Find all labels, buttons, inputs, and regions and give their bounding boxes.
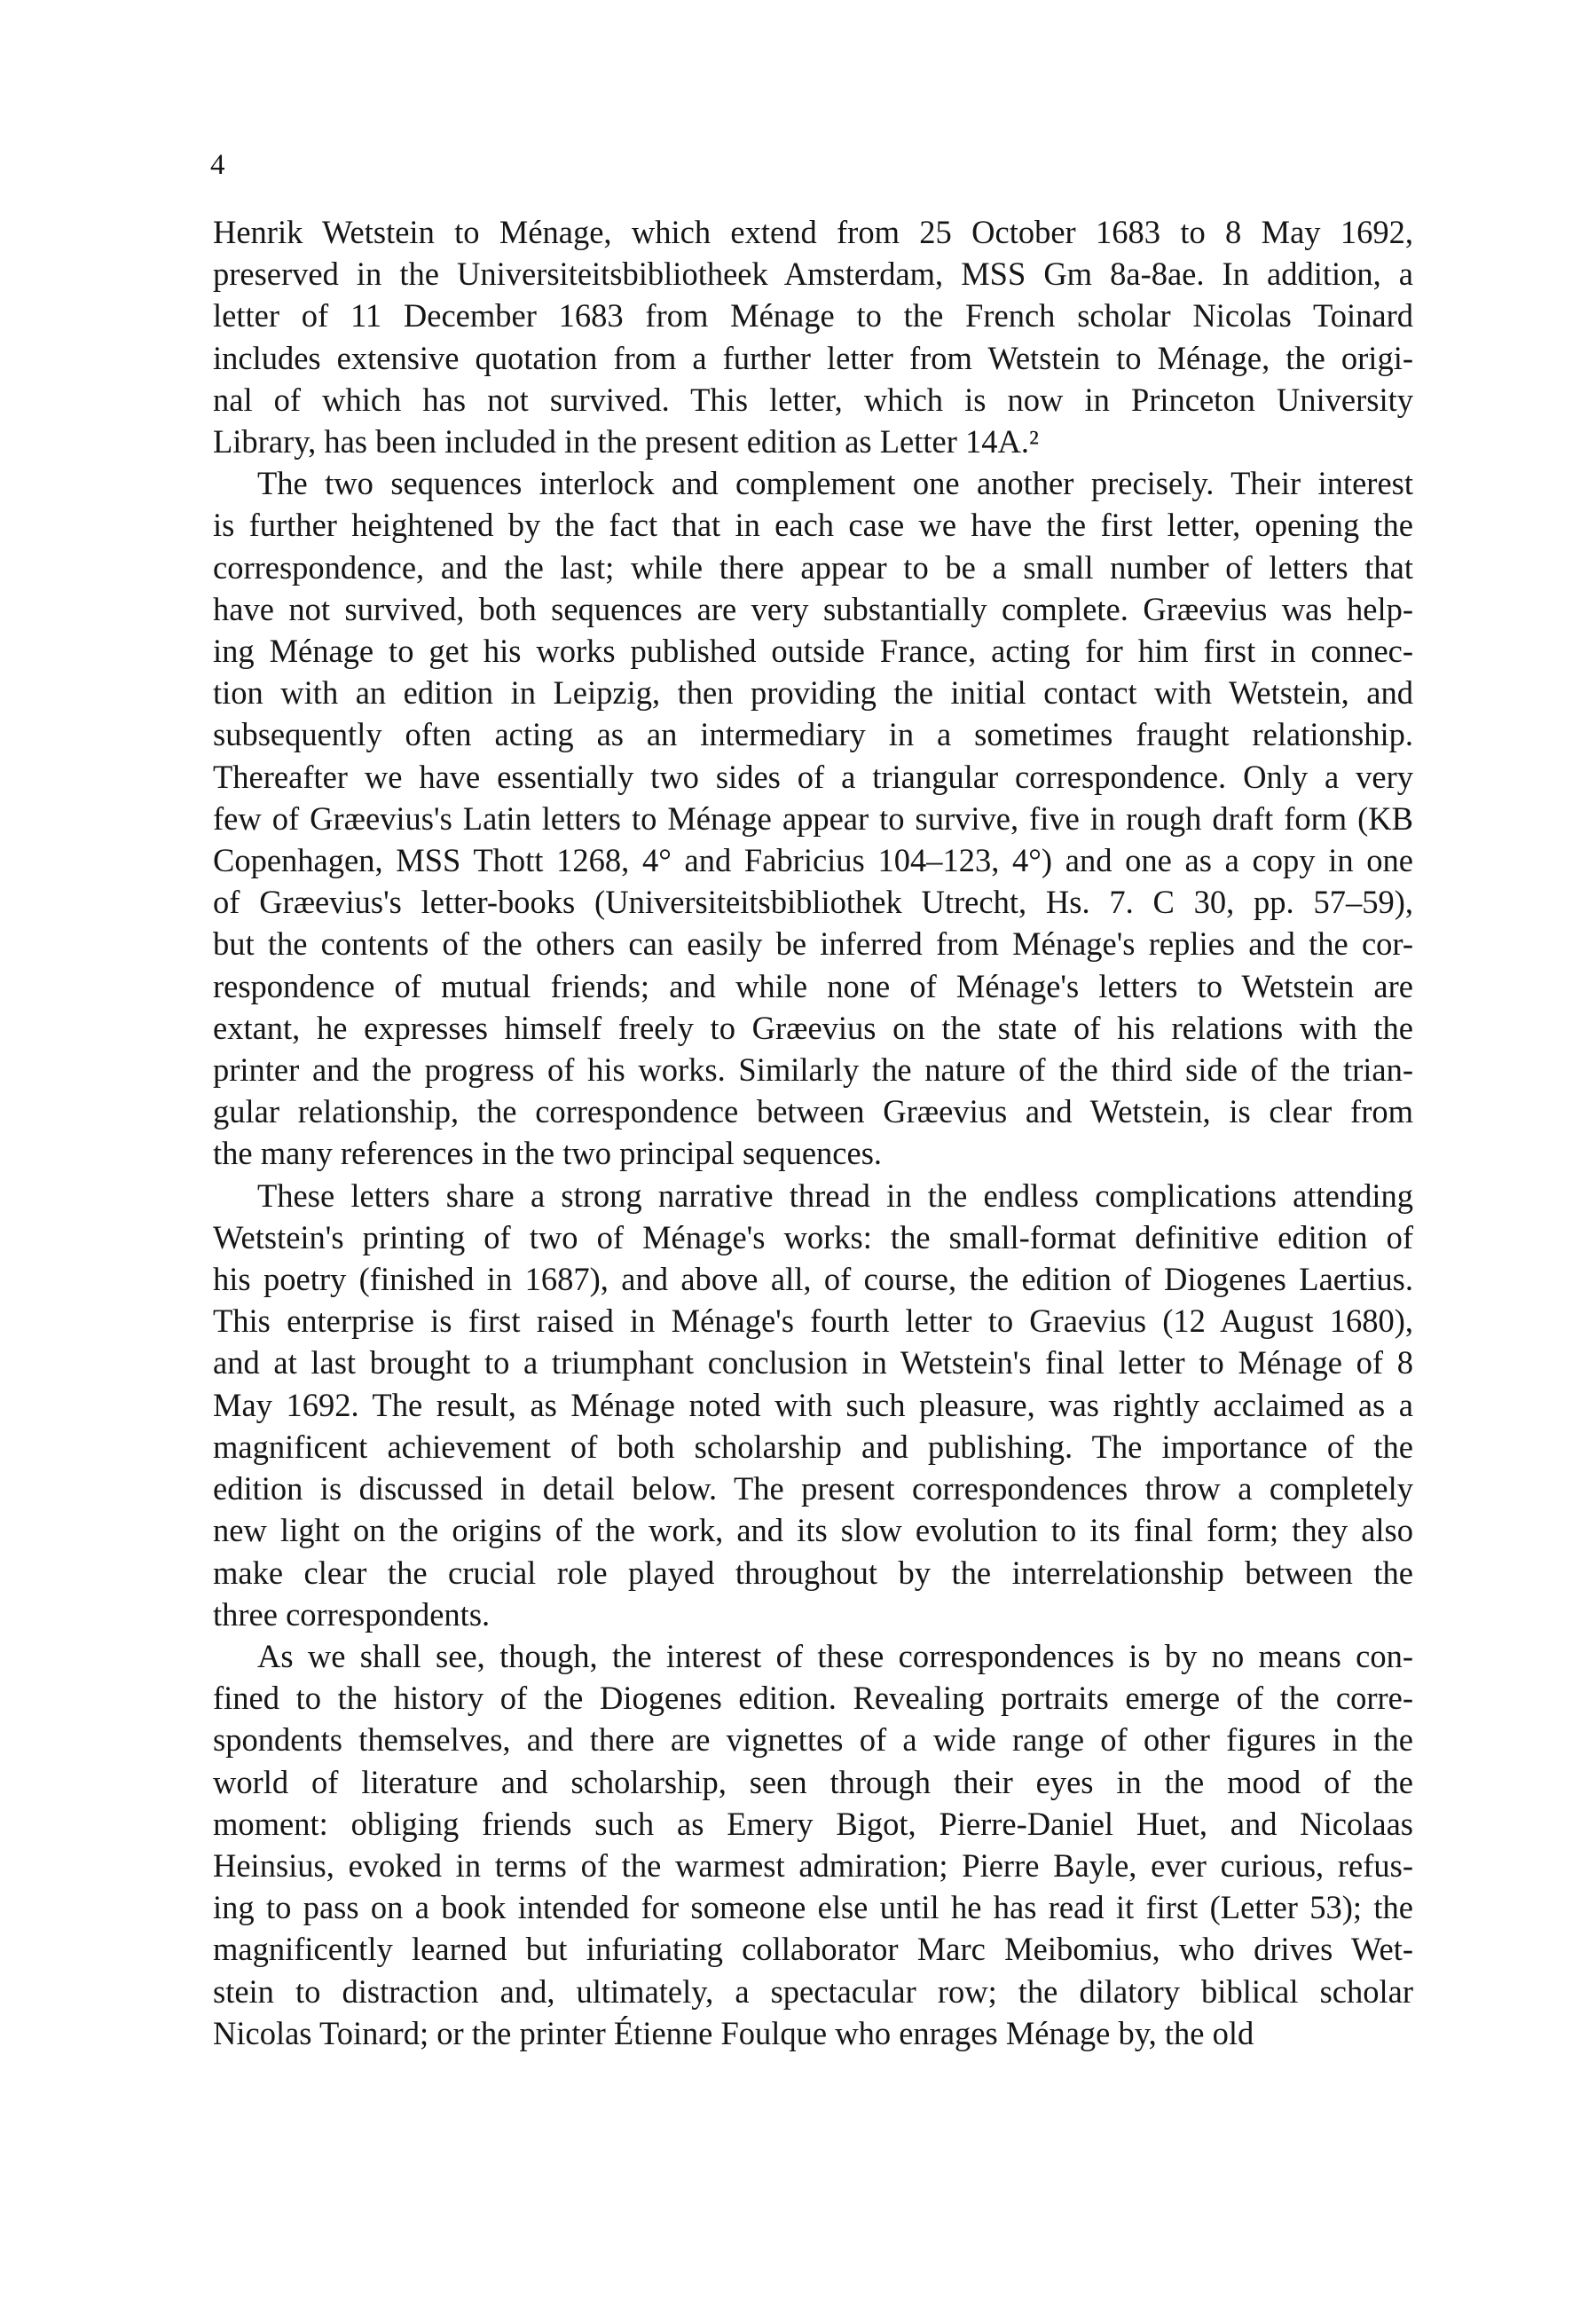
text-line: Heinsius, evoked in terms of the warmest admiration; Pierre Bayle, ever curious, refus- (213, 1846, 1413, 1884)
text-line: new light on the origins of the work, and its slow evolution to its final form; they also (213, 1512, 1413, 1549)
paragraph (213, 211, 1413, 462)
text-line: ing to pass on a book intended for someone else until he has read it first (Letter 53); the (213, 1889, 1413, 1926)
text-line: few of Græevius's Latin letters to Ménage appear to survive, five in rough draft form (KB (213, 799, 1413, 837)
text-line: tion with an edition in Leipzig, then providing the initial contact with Wetstein, and (213, 674, 1413, 712)
text-line: These letters share a strong narrative thread in the endless complications attending (257, 1177, 1413, 1214)
text-line: Copenhagen, MSS Thott 1268, 4° and Fabricius 104–123, 4°) and one as a copy in one (213, 842, 1413, 879)
text-line: Wetstein's printing of two of Ménage's works: the small-format definitive edition of (213, 1218, 1413, 1255)
text-line: Library, has been included in the present edition as Letter 14A.² (213, 423, 1039, 460)
text-line: ing Ménage to get his works published outside France, acting for him first in connec- (213, 633, 1413, 670)
body-text (213, 211, 1413, 2054)
text-line: This enterprise is first raised in Ménage's fourth letter to Graevius (12 August 1680), (213, 1303, 1413, 1340)
text-line: make clear the crucial role played throughout by the interrelationship between the (213, 1554, 1413, 1591)
text-line: nal of which has not survived. This letter, which is now in Princeton University (213, 381, 1413, 418)
text-line: includes extensive quotation from a further letter from Wetstein to Ménage, the origi- (213, 339, 1413, 376)
text-line: have not survived, both sequences are very substantially complete. Græevius was help- (213, 590, 1413, 627)
text-line: of Græevius's letter-books (Universiteitsbibliothek Utrecht, Hs. 7. C 30, pp. 57–59), (213, 884, 1413, 921)
text-line: preserved in the Universiteitsbibliotheek Amsterdam, MSS Gm 8a-8ae. In addition, a (213, 256, 1413, 293)
text-line: world of literature and scholarship, seen through their eyes in the mood of the (213, 1763, 1413, 1800)
text-line: edition is discussed in detail below. The present correspondences throw a completely (213, 1470, 1413, 1507)
text-line: stein to distraction and, ultimately, a spectacular row; the dilatory biblical scholar (213, 1972, 1413, 2010)
text-line: extant, he expresses himself freely to Græevius on the state of his relations with the (213, 1009, 1413, 1046)
text-line: the many references in the two principal sequences. (213, 1135, 883, 1172)
text-line: The two sequences interlock and complement one another precisely. Their interest (257, 465, 1413, 502)
text-line: but the contents of the others can easily be inferred from Ménage's replies and the cor- (213, 925, 1413, 963)
text-line: magnificently learned but infuriating collaborator Marc Meibomius, who drives Wet- (213, 1931, 1413, 1968)
text-line: As we shall see, though, the interest of these correspondences is by no means con- (257, 1637, 1413, 1674)
page-number: 4 (210, 149, 225, 181)
text-line: Thereafter we have essentially two sides of a triangular correspondence. Only a very (213, 758, 1413, 795)
text-line: correspondence, and the last; while there appear to be a small number of letters that (213, 548, 1413, 586)
text-line: three correspondents. (213, 1595, 491, 1633)
text-line: letter of 11 December 1683 from Ménage to the French scholar Nicolas Toinard (213, 297, 1413, 335)
paragraph (213, 1175, 1413, 1635)
text-line: magnificent achievement of both scholarship and publishing. The importance of the (213, 1428, 1413, 1465)
text-line: May 1692. The result, as Ménage noted with such pleasure, was rightly acclaimed as a (213, 1386, 1413, 1423)
text-line: is further heightened by the fact that in each case we have the first letter, opening the (213, 507, 1413, 544)
text-line: Henrik Wetstein to Ménage, which extend from 25 October 1683 to 8 May 1692, (213, 214, 1413, 250)
text-line: printer and the progress of his works. Similarly the nature of the third side of the trian- (213, 1051, 1413, 1089)
text-line: fined to the history of the Diogenes edition. Revealing portraits emerge of the corre- (213, 1680, 1413, 1717)
paragraph (213, 1635, 1413, 2054)
paragraph (213, 462, 1413, 1174)
text-line: gular relationship, the correspondence between Græevius and Wetstein, is clear from (213, 1093, 1413, 1130)
text-line: spondents themselves, and there are vignettes of a wide range of other figures in the (213, 1721, 1413, 1759)
text-line: subsequently often acting as an intermediary in a sometimes fraught relationship. (213, 716, 1413, 753)
text-line: and at last brought to a triumphant conclusion in Wetstein's final letter to Ménage of 8 (213, 1344, 1413, 1381)
text-line: moment: obliging friends such as Emery Bigot, Pierre-Daniel Huet, and Nicolaas (213, 1805, 1413, 1842)
text-line: Nicolas Toinard; or the printer Étienne Foulque who enrages Ménage by, the old (213, 2014, 1254, 2051)
text-line: his poetry (finished in 1687), and above all, of course, the edition of Diogenes Laertius. (213, 1261, 1413, 1298)
text-line: respondence of mutual friends; and while none of Ménage's letters to Wetstein are (213, 967, 1413, 1004)
